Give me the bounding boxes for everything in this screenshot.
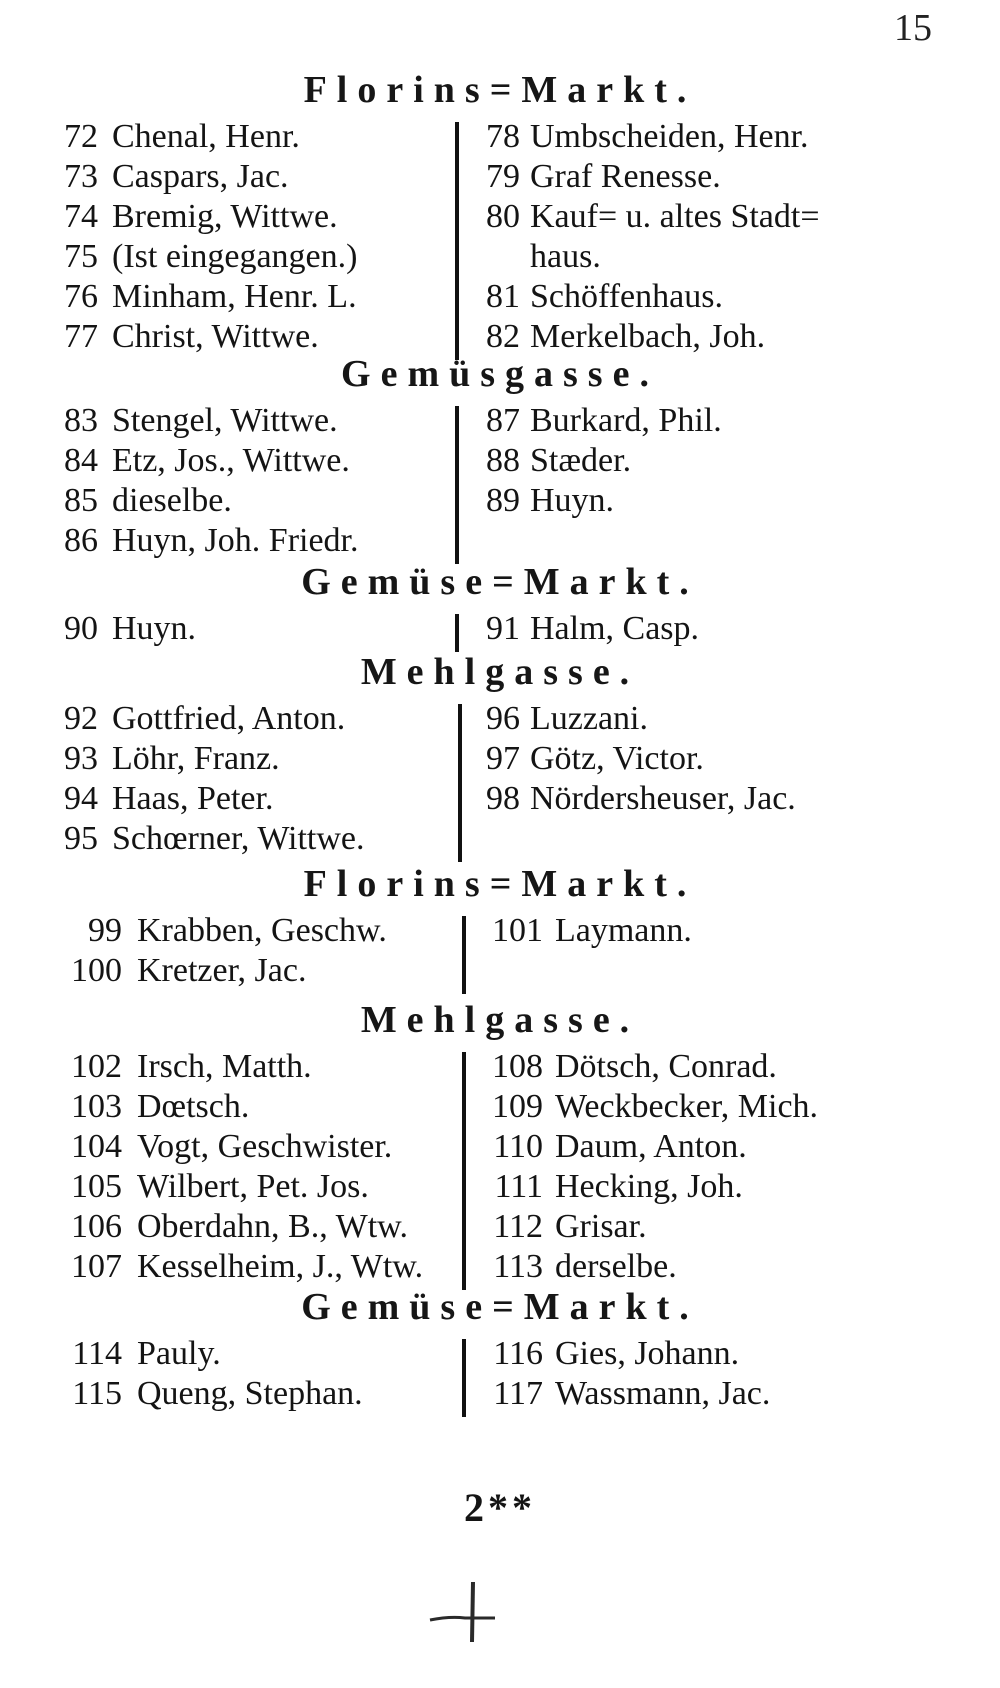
resident-name: (Ist eingegangen.) — [112, 238, 358, 275]
house-entry-row — [0, 818, 1000, 860]
resident-name: Merkelbach, Joh. — [530, 318, 766, 355]
house-number: 104 — [71, 1128, 122, 1165]
column-divider-rule — [455, 406, 459, 564]
resident-name: Weckbecker, Mich. — [555, 1088, 819, 1125]
resident-name: Schœrner, Wittwe. — [112, 820, 365, 857]
house-entry-row — [0, 910, 1000, 952]
house-number: 89 — [486, 482, 520, 519]
column-divider-rule — [462, 1339, 466, 1417]
column-divider-rule — [455, 122, 459, 360]
house-entry-row — [0, 480, 1000, 522]
street-heading: Mehlgasse. — [360, 651, 640, 693]
street-heading: Florins=Markt. — [303, 863, 697, 905]
house-number: 102 — [71, 1048, 122, 1085]
resident-name: Grisar. — [555, 1208, 647, 1245]
resident-name: Umbscheiden, Henr. — [530, 118, 809, 155]
resident-name: Kauf= u. altes Stadt= — [530, 198, 820, 235]
street-heading: Gemüse=Markt. — [301, 1286, 699, 1328]
house-entry-row — [0, 738, 1000, 780]
house-number: 76 — [64, 278, 98, 315]
resident-name: Vogt, Geschwister. — [137, 1128, 393, 1165]
house-entry-row — [0, 1333, 1000, 1375]
resident-name: haus. — [530, 238, 601, 275]
house-number: 93 — [64, 740, 98, 777]
house-entry-row — [0, 1166, 1000, 1208]
house-number: 110 — [493, 1128, 543, 1165]
resident-name: Christ, Wittwe. — [112, 318, 319, 355]
resident-name: Burkard, Phil. — [530, 402, 722, 439]
house-number: 108 — [492, 1048, 543, 1085]
resident-name: Dœtsch. — [137, 1088, 250, 1125]
house-entry-row — [0, 1373, 1000, 1415]
house-entry-row — [0, 1206, 1000, 1248]
house-number: 92 — [64, 700, 98, 737]
resident-name: Minham, Henr. L. — [112, 278, 357, 315]
column-divider-rule — [458, 704, 462, 862]
house-number: 116 — [493, 1335, 543, 1372]
house-number: 79 — [486, 158, 520, 195]
resident-name: Gottfried, Anton. — [112, 700, 346, 737]
resident-name: Halm, Casp. — [530, 610, 700, 647]
resident-name: Graf Renesse. — [530, 158, 721, 195]
house-entry-row — [0, 440, 1000, 482]
house-number: 99 — [88, 912, 122, 949]
house-number: 105 — [71, 1168, 122, 1205]
house-entry-row — [0, 608, 1000, 650]
house-number: 97 — [486, 740, 520, 777]
resident-name: Löhr, Franz. — [112, 740, 280, 777]
house-number: 95 — [64, 820, 98, 857]
house-entry-row — [0, 698, 1000, 740]
house-entry-row — [0, 196, 1000, 238]
house-number: 80 — [486, 198, 520, 235]
house-entry-row — [0, 778, 1000, 820]
house-number: 83 — [64, 402, 98, 439]
resident-name: Irsch, Matth. — [137, 1048, 312, 1085]
column-divider-rule — [462, 1052, 466, 1290]
house-number: 107 — [71, 1248, 122, 1285]
resident-name: dieselbe. — [112, 482, 232, 519]
resident-name: Huyn. — [112, 610, 197, 647]
house-number: 90 — [64, 610, 98, 647]
resident-name: derselbe. — [555, 1248, 677, 1285]
house-entry-row — [0, 116, 1000, 158]
resident-name: Krabben, Geschw. — [137, 912, 387, 949]
house-number: 77 — [64, 318, 98, 355]
house-number: 112 — [493, 1208, 543, 1245]
resident-name: Gies, Johann. — [555, 1335, 740, 1372]
street-heading: Gemüse=Markt. — [301, 561, 699, 603]
house-number: 101 — [492, 912, 543, 949]
resident-name: Huyn, Joh. Friedr. — [112, 522, 359, 559]
resident-name: Schöffenhaus. — [530, 278, 723, 315]
house-entry-row — [0, 156, 1000, 198]
resident-name: Wassmann, Jac. — [555, 1375, 771, 1412]
house-number: 84 — [64, 442, 98, 479]
resident-name: Queng, Stephan. — [137, 1375, 363, 1412]
street-heading: Gemüsgasse. — [341, 353, 659, 395]
resident-name: Bremig, Wittwe. — [112, 198, 338, 235]
house-number: 82 — [486, 318, 520, 355]
resident-name: Chenal, Henr. — [112, 118, 300, 155]
house-number: 74 — [64, 198, 98, 235]
house-number: 72 — [64, 118, 98, 155]
resident-name: Daum, Anton. — [555, 1128, 747, 1165]
street-heading: Mehlgasse. — [360, 999, 640, 1041]
house-number: 86 — [64, 522, 98, 559]
resident-name: Götz, Victor. — [530, 740, 704, 777]
resident-name: Wilbert, Pet. Jos. — [137, 1168, 369, 1205]
house-number: 117 — [493, 1375, 543, 1412]
resident-name: Laymann. — [555, 912, 692, 949]
house-number: 85 — [64, 482, 98, 519]
house-number: 113 — [493, 1248, 543, 1285]
resident-name: Kretzer, Jac. — [137, 952, 307, 989]
house-number: 109 — [492, 1088, 543, 1125]
house-number: 106 — [71, 1208, 122, 1245]
page-number: 15 — [894, 7, 932, 49]
house-number: 75 — [64, 238, 98, 275]
house-number: 91 — [486, 610, 520, 647]
resident-name: Stæder. — [530, 442, 632, 479]
column-divider-rule — [462, 916, 466, 994]
resident-name: Stengel, Wittwe. — [112, 402, 338, 439]
house-entry-row — [0, 1086, 1000, 1128]
house-entry-row — [0, 1126, 1000, 1168]
ink-stroke-mark — [425, 1568, 505, 1648]
house-entry-row — [0, 950, 1000, 992]
resident-name: Luzzani. — [530, 700, 648, 737]
house-entry-row — [0, 520, 1000, 562]
signature-mark: 2** — [464, 1485, 536, 1530]
resident-name: Oberdahn, B., Wtw. — [137, 1208, 409, 1245]
house-number: 81 — [486, 278, 520, 315]
house-number: 114 — [72, 1335, 122, 1372]
house-number: 73 — [64, 158, 98, 195]
resident-name: Huyn. — [530, 482, 615, 519]
resident-name: Pauly. — [137, 1335, 221, 1372]
resident-name: Etz, Jos., Wittwe. — [112, 442, 350, 479]
resident-name: Caspars, Jac. — [112, 158, 289, 195]
street-heading: Florins=Markt. — [303, 69, 697, 111]
house-number: 78 — [486, 118, 520, 155]
resident-name: Kesselheim, J., Wtw. — [137, 1248, 424, 1285]
house-entry-row — [0, 276, 1000, 318]
house-number: 87 — [486, 402, 520, 439]
house-entry-row — [0, 1246, 1000, 1288]
resident-name: Hecking, Joh. — [555, 1168, 743, 1205]
house-number: 111 — [494, 1168, 543, 1205]
house-entry-row — [0, 400, 1000, 442]
house-entry-row — [0, 1046, 1000, 1088]
house-entry-row — [0, 236, 1000, 278]
house-number: 96 — [486, 700, 520, 737]
resident-name: Dötsch, Conrad. — [555, 1048, 777, 1085]
house-number: 103 — [71, 1088, 122, 1125]
house-number: 94 — [64, 780, 98, 817]
resident-name: Nördersheuser, Jac. — [530, 780, 796, 817]
column-divider-rule — [455, 614, 459, 652]
house-number: 98 — [486, 780, 520, 817]
resident-name: Haas, Peter. — [112, 780, 274, 817]
house-number: 88 — [486, 442, 520, 479]
house-number: 100 — [71, 952, 122, 989]
house-number: 115 — [72, 1375, 122, 1412]
